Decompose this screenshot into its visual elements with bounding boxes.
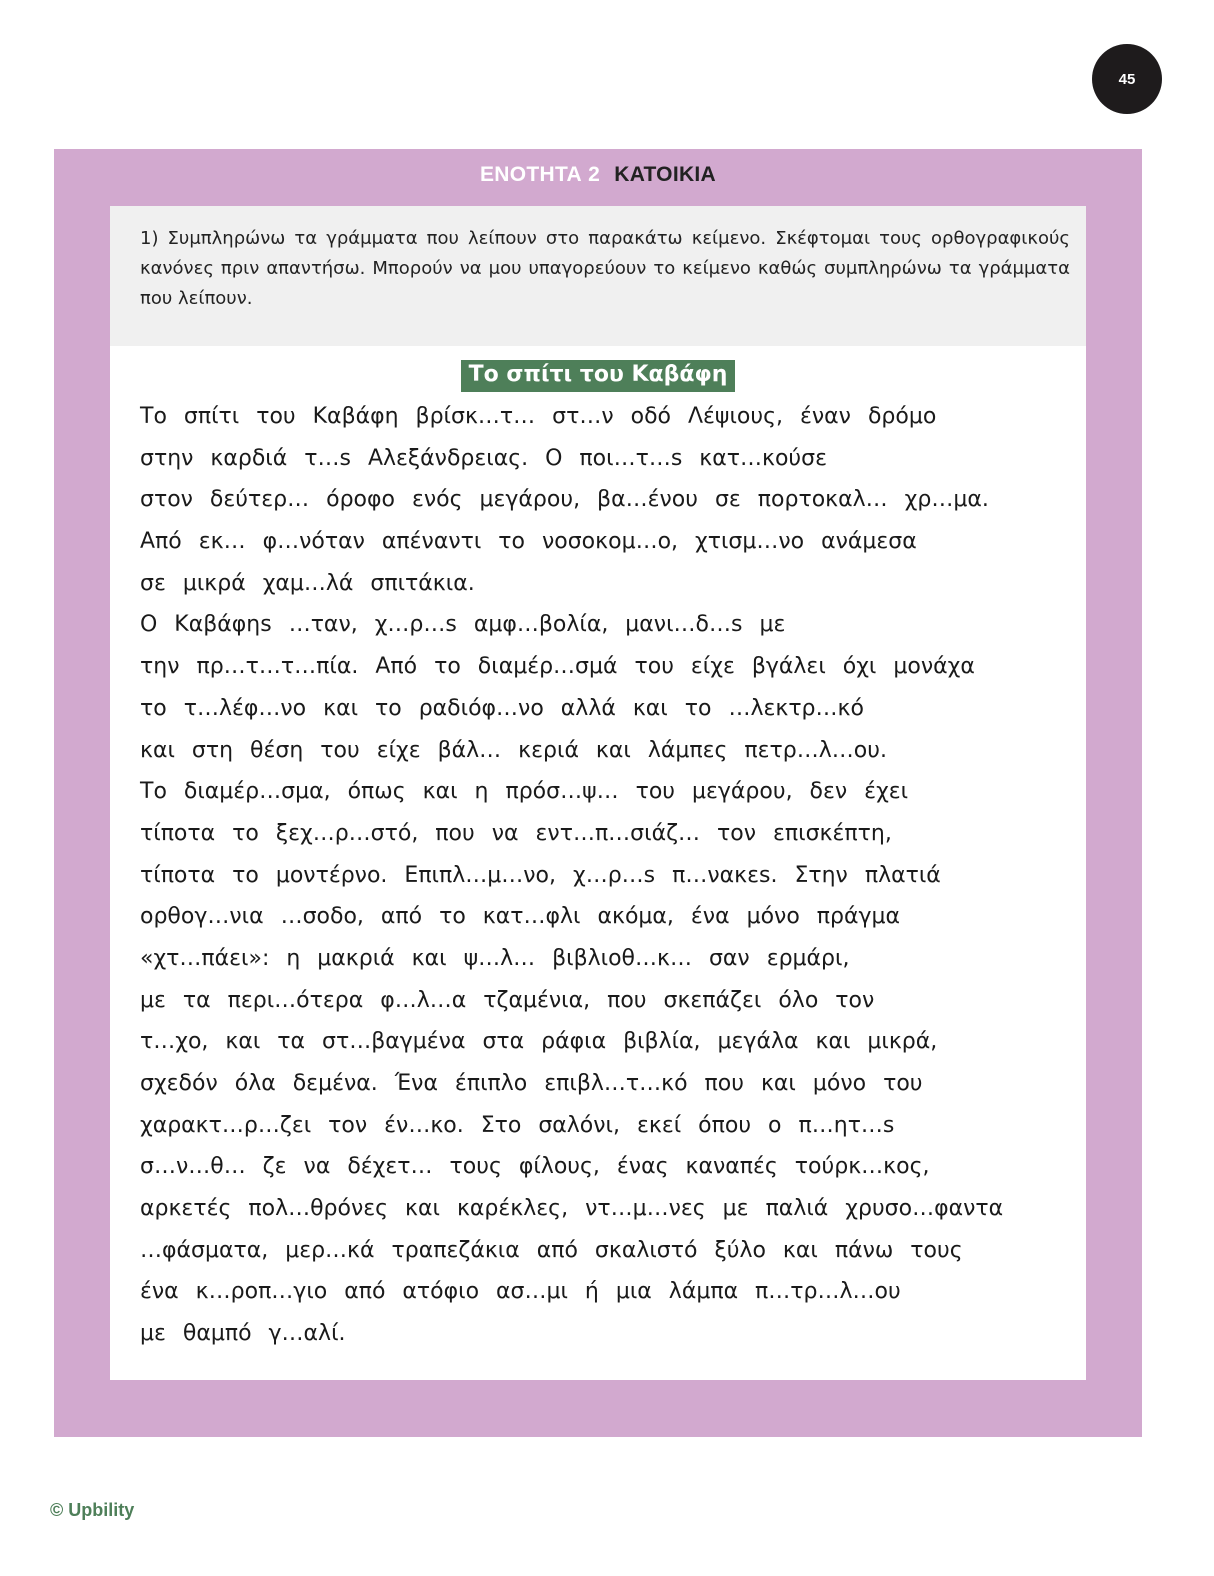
story-title: Το σπίτι του Καβάφη <box>461 360 736 392</box>
instructions-box <box>110 206 1086 346</box>
story-line: Το σπίτι του Καβάφη βρίσκ…τ… στ…ν οδό Λέψιους, έναν δρόμο <box>140 404 937 429</box>
story-line: ορθογ…νια …σοδο, από το κατ…φλι ακόμα, ένα μόνο πράγμα <box>140 904 901 930</box>
story-line: …φάσματα, μερ…κά τραπεζάκια από σκαλιστό ξύλο και πάνω τους <box>140 1237 963 1263</box>
unit-frame <box>54 149 1142 1437</box>
story-line: Από εκ… φ…νόταν απέναντι το νοσοκομ…ο, χτισμ…νο ανάμεσα <box>140 529 917 555</box>
story-title-wrap <box>110 360 1086 396</box>
story-text <box>110 396 1086 1355</box>
story-line: «χτ…πάει»: η μακριά και ψ…λ… βιβλιοθ…κ… σαν ερμάρι, <box>140 945 850 971</box>
page-number-badge <box>1092 44 1162 114</box>
story-line: Το διαμέρ…σμα, όπως και η πρόσ…ψ… του μεγάρου, δεν έχει <box>140 779 909 805</box>
story-line: ένα κ…ροπ…γιο από ατόφιο ασ…μι ή μια λάμπα π…τρ…λ…ου <box>140 1279 901 1305</box>
instructions-text: 1) Συμπληρώνω τα γράμματα που λείπουν στο παρακάτω κείμενο. Σκέφτομαι τους ορθογραφικούς κανόνες πριν απαντήσω. Μπορούν να μου υπαγορεύουν το κείμενο καθώς συμπληρώνω τα γράμματα που λείπουν. <box>140 228 1070 309</box>
story-line: τίποτα το ξεχ…ρ…στό, που να εντ…π…σιάζ… τον επισκέπτη, <box>140 820 892 846</box>
story-line: χαρακτ…ρ…ζει τον έν…κο. Στο σαλόνι, εκεί όπου ο π…ητ…s <box>140 1112 895 1138</box>
story-line: στον δεύτερ… όροφο ενός μεγάρου, βα…ένου σε πορτοκαλ… χρ…μα. <box>140 487 989 513</box>
story-line: με θαμπό γ…αλί. <box>140 1321 346 1347</box>
story-line: σχεδόν όλα δεμένα. Ένα έπιπλο επιβλ…τ…κό που και μόνο του <box>140 1071 923 1096</box>
story-line: τ…χο, και τα στ…βαγμένα στα ράφια βιβλία, μεγάλα και μικρά, <box>140 1029 938 1055</box>
exercise-card <box>110 206 1086 1380</box>
story-line: στην καρδιά τ…s Αλεξάνδρειας. Ο ποι…τ…s κατ…κούσε <box>140 445 827 471</box>
story-line: με τα περι…ότερα φ…λ…α τζαμένια, που σκεπάζει όλο τον <box>140 987 875 1013</box>
page-number: 45 <box>1118 70 1136 88</box>
unit-header <box>54 163 1142 187</box>
copyright-notice: © Upbility <box>50 1500 135 1520</box>
story-line: την πρ…τ…τ…πία. Από το διαμέρ…σμά του είχε βγάλει όχι μονάχα <box>140 654 975 680</box>
story-line: αρκετές πολ…θρόνες και καρέκλες, ντ…μ…νες με παλιά χρυσο…φαντα <box>140 1196 1004 1222</box>
story-line: τίποτα το μοντέρνο. Επιπλ…μ…νο, χ…ρ…s π…νακεs. Στην πλατιά <box>140 862 941 888</box>
story-line: σ…ν…θ… ζε να δέχετ… τους φίλους, ένας καναπές τούρκ…κος, <box>140 1154 930 1180</box>
unit-name: ΚΑΤΟΙΚΙΑ <box>614 163 717 186</box>
story-line: και στη θέση του είχε βάλ… κεριά και λάμπες πετρ…λ…ου. <box>140 737 887 763</box>
story-line: σε μικρά χαμ…λά σπιτάκια. <box>140 570 475 596</box>
story-line: Ο Καβάφηs …ταν, χ…ρ…s αμφ…βολία, μανι…δ…s με <box>140 612 786 638</box>
story-line: το τ…λέφ…νο και το ραδιόφ…νο αλλά και το …λεκτρ…κό <box>140 695 864 721</box>
unit-label: ΕΝΟΤΗΤΑ 2 <box>479 163 601 186</box>
